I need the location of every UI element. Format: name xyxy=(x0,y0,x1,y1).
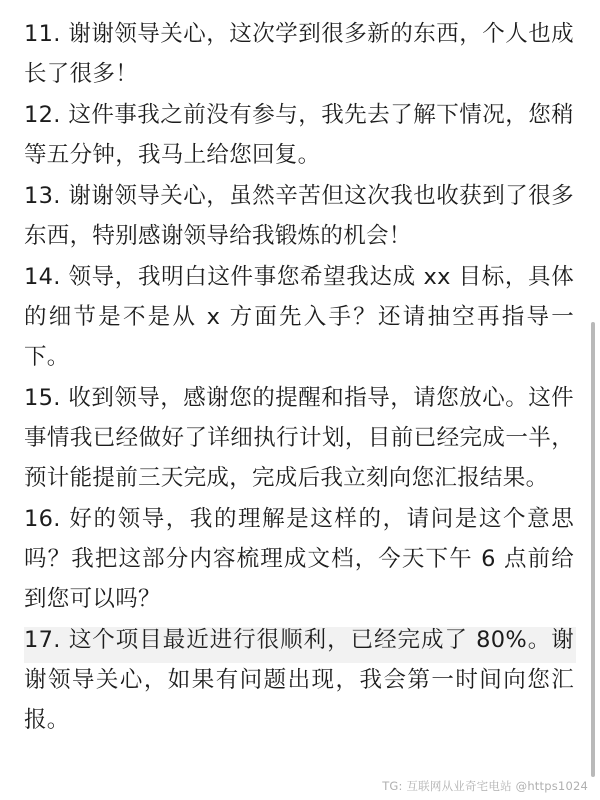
list-item: 14. 领导，我明白这件事您希望我达成 xx 目标，具体的细节是不是从 x 方面先入手？还请抽空再指导一下。 xyxy=(24,264,574,370)
list-item: 15. 收到领导，感谢您的提醒和指导，请您放心。这件事情我已经做好了详细执行计划，目前已经完成一半，预计能提前三天完成，完成后我立刻向您汇报结果。 xyxy=(24,385,574,491)
list-item: 13. 谢谢领导关心，虽然辛苦但这次我也收获到了很多东西，特别感谢领导给我锻炼的机会！ xyxy=(24,183,574,249)
tips-list xyxy=(24,14,574,740)
list-item: 11. 谢谢领导关心，这次学到很多新的东西，个人也成长了很多！ xyxy=(24,21,574,87)
list-item: 17. 这个项目最近进行很顺利，已经完成了 80%。谢谢领导关心，如果有问题出现，我会第一时间向您汇报。 xyxy=(24,627,574,733)
list-item: 12. 这件事我之前没有参与，我先去了解下情况，您稍等五分钟，我马上给您回复。 xyxy=(24,102,574,168)
watermark-text: TG: 互联网从业奇宅电站 @https1024 xyxy=(382,779,588,793)
vertical-scrollbar[interactable] xyxy=(591,322,595,777)
list-item: 16. 好的领导，我的理解是这样的，请问是这个意思吗？我把这部分内容梳理成文档，今天下午 6 点前给到您可以吗？ xyxy=(24,506,574,612)
